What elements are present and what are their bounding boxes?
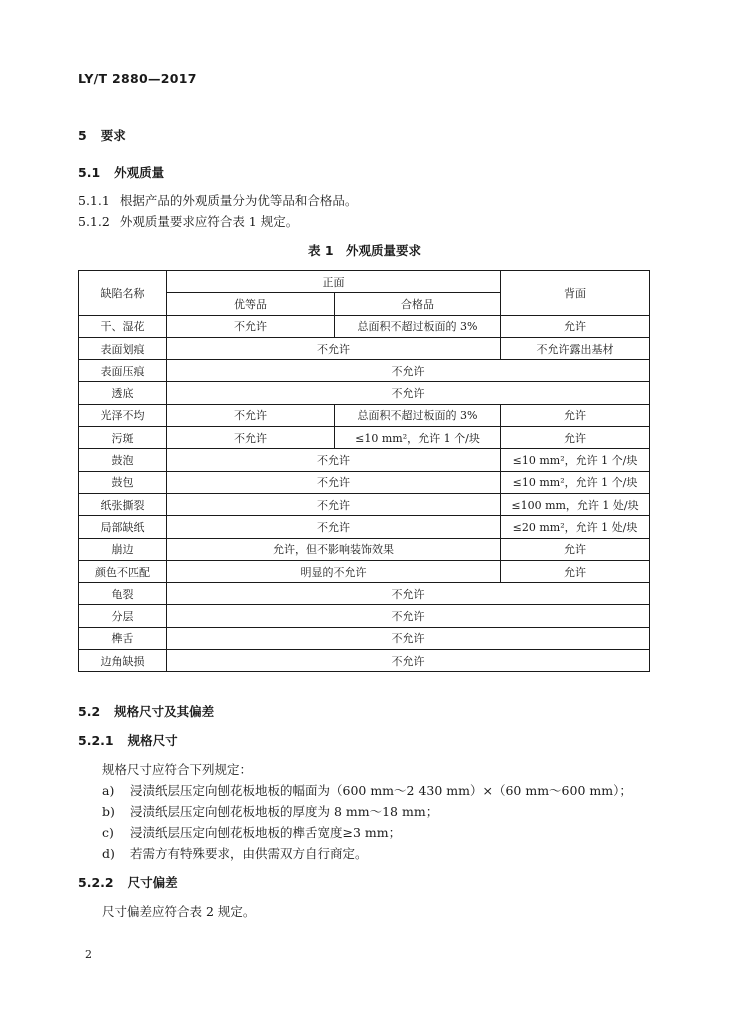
front-cell: 允许，但不影响装饰效果 — [167, 538, 501, 560]
page-number: 2 — [85, 948, 92, 961]
section-number: 5.2.1 — [78, 733, 114, 748]
list-label: c) — [102, 825, 114, 840]
all-cell: 不允许 — [167, 382, 650, 404]
section-number: 5.2.2 — [78, 875, 114, 890]
back-cell: 允许 — [501, 404, 650, 426]
table-row — [79, 583, 650, 605]
all-cell: 不允许 — [167, 583, 650, 605]
header-premium: 优等品 — [167, 293, 335, 315]
front-cell: 不允许 — [167, 449, 501, 471]
list-label: b) — [102, 804, 115, 819]
front-cell: 不允许 — [167, 471, 501, 493]
clause-5-1-2 — [78, 212, 298, 230]
defect-name: 崩边 — [79, 538, 167, 560]
section-title: 规格尺寸及其偏差 — [114, 704, 215, 719]
defect-name: 透底 — [79, 382, 167, 404]
premium-cell: 不允许 — [167, 315, 335, 337]
standard-code: LY/T 2880—2017 — [78, 71, 197, 86]
list-item — [102, 802, 438, 820]
section-5-2-heading — [78, 702, 214, 720]
section-number: 5 — [78, 128, 87, 143]
list-label: a) — [102, 783, 115, 798]
table-row — [79, 449, 650, 471]
list-text: 浸渍纸层压定向刨花板地板的厚度为 8 mm～18 mm； — [130, 804, 439, 819]
all-cell: 不允许 — [167, 360, 650, 382]
defect-name: 干、湿花 — [79, 315, 167, 337]
defect-name: 龟裂 — [79, 583, 167, 605]
table-row — [79, 404, 650, 426]
back-cell: ≤20 mm²，允许 1 处/块 — [501, 516, 650, 538]
defect-name: 榫舌 — [79, 627, 167, 649]
defect-name: 颜色不匹配 — [79, 560, 167, 582]
section-title: 规格尺寸 — [127, 733, 178, 748]
front-cell: 明显的不允许 — [167, 560, 501, 582]
list-text: 浸渍纸层压定向刨花板地板的幅面为（600 mm～2 430 mm）×（60 mm～600 mm）； — [130, 783, 632, 798]
table-row — [79, 516, 650, 538]
table-row — [79, 471, 650, 493]
section-5-1-heading — [78, 163, 164, 181]
defect-name: 污斑 — [79, 427, 167, 449]
table-row — [79, 560, 650, 582]
list-item — [102, 781, 632, 799]
header-back: 背面 — [501, 271, 650, 316]
table-row — [79, 337, 650, 359]
defect-name: 表面压痕 — [79, 360, 167, 382]
clause-text: 外观质量要求应符合表 1 规定。 — [119, 214, 299, 229]
table-row — [79, 315, 650, 337]
section-5-2-2-heading — [78, 873, 178, 891]
back-cell: 允许 — [501, 315, 650, 337]
back-cell: ≤10 mm²，允许 1 个/块 — [501, 471, 650, 493]
section-title: 要求 — [100, 128, 126, 143]
front-cell: 不允许 — [167, 337, 501, 359]
qualified-cell: 总面积不超过板面的 3% — [335, 315, 501, 337]
all-cell: 不允许 — [167, 627, 650, 649]
table-row — [79, 627, 650, 649]
front-cell: 不允许 — [167, 516, 501, 538]
defect-name: 鼓包 — [79, 471, 167, 493]
list-label: d) — [102, 846, 115, 861]
section-5-heading — [78, 126, 126, 144]
defect-name: 边角缺损 — [79, 650, 167, 672]
clause-text: 根据产品的外观质量分为优等品和合格品。 — [119, 193, 358, 208]
defect-name: 表面划痕 — [79, 337, 167, 359]
header-qualified: 合格品 — [335, 293, 501, 315]
list-text: 浸渍纸层压定向刨花板地板的榫舌宽度≥3 mm； — [130, 825, 402, 840]
table-row — [79, 360, 650, 382]
defect-name: 分层 — [79, 605, 167, 627]
clause-5-1-1 — [78, 191, 357, 209]
back-cell: 允许 — [501, 560, 650, 582]
qualified-cell: ≤10 mm²，允许 1 个/块 — [335, 427, 501, 449]
back-cell: 允许 — [501, 538, 650, 560]
tolerance-text: 尺寸偏差应符合表 2 规定。 — [102, 904, 256, 919]
back-cell: 不允许露出基材 — [501, 337, 650, 359]
premium-cell: 不允许 — [167, 404, 335, 426]
table-row — [79, 493, 650, 515]
section-number: 5.2 — [78, 704, 101, 719]
appearance-quality-table — [78, 270, 650, 672]
defect-name: 鼓泡 — [79, 449, 167, 471]
list-item — [102, 844, 368, 862]
qualified-cell: 总面积不超过板面的 3% — [335, 404, 501, 426]
all-cell: 不允许 — [167, 650, 650, 672]
back-cell: ≤10 mm²，允许 1 个/块 — [501, 449, 650, 471]
defect-name: 纸张撕裂 — [79, 493, 167, 515]
table-row — [79, 605, 650, 627]
section-title: 尺寸偏差 — [127, 875, 178, 890]
back-cell: ≤100 mm，允许 1 处/块 — [501, 493, 650, 515]
table-row — [79, 427, 650, 449]
premium-cell: 不允许 — [167, 427, 335, 449]
list-item — [102, 823, 401, 841]
defect-name: 光泽不均 — [79, 404, 167, 426]
section-number: 5.1 — [78, 165, 101, 180]
section-title: 外观质量 — [114, 165, 165, 180]
table-row — [79, 538, 650, 560]
clause-number: 5.1.1 — [78, 193, 110, 208]
table-row — [79, 650, 650, 672]
back-cell: 允许 — [501, 427, 650, 449]
header-defect-name: 缺陷名称 — [79, 271, 167, 316]
table-1-title: 表 1 外观质量要求 — [307, 243, 422, 258]
header-front: 正面 — [167, 271, 501, 293]
size-intro: 规格尺寸应符合下列规定： — [102, 762, 253, 777]
defect-name: 局部缺纸 — [79, 516, 167, 538]
table-row — [79, 382, 650, 404]
section-5-2-1-heading — [78, 731, 178, 749]
clause-number: 5.1.2 — [78, 214, 110, 229]
front-cell: 不允许 — [167, 493, 501, 515]
list-text: 若需方有特殊要求，由供需双方自行商定。 — [130, 846, 368, 861]
all-cell: 不允许 — [167, 605, 650, 627]
